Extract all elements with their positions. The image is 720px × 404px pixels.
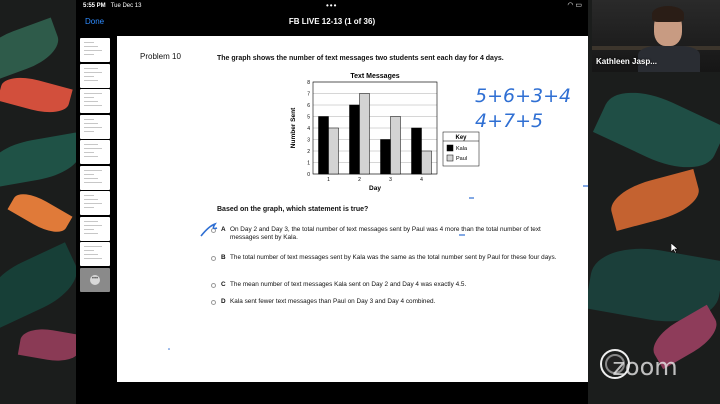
page-thumbnail[interactable] — [80, 166, 110, 190]
legend-swatch-paul — [447, 155, 453, 161]
more-icon[interactable]: ••• — [90, 275, 100, 285]
bar-kala — [350, 105, 360, 174]
x-tick-label: 1 — [327, 177, 330, 183]
zoom-logo-text: zoom — [612, 353, 678, 381]
participant-name: Kathleen Jasp... — [596, 57, 657, 66]
wifi-icon: ◠ ▭ — [567, 2, 582, 9]
page-thumbnail[interactable] — [80, 268, 110, 292]
page-thumbnail[interactable] — [80, 38, 110, 62]
option-a-text: On Day 2 and Day 3, the total number of text messages sent by Paul was 4 more than the total number of text messages sent by Kala. — [230, 226, 541, 242]
option-c[interactable] — [211, 281, 571, 289]
webcam-video — [592, 0, 720, 72]
ink-dot — [168, 348, 170, 350]
bar-paul — [360, 94, 370, 175]
problem-label: Problem 10 — [140, 52, 181, 61]
page-thumbnail[interactable] — [80, 191, 110, 215]
option-d-text: Kala sent fewer text messages than Paul on Day 3 and Day 4 combined. — [230, 298, 436, 305]
y-tick-label: 6 — [307, 103, 310, 109]
x-axis-label: Day — [369, 185, 381, 192]
y-axis-label: Number Sent — [290, 107, 297, 149]
page-thumbnail[interactable] — [80, 64, 110, 88]
prompt-text: Based on the graph, which statement is true? — [217, 206, 369, 213]
page-thumbnail[interactable] — [80, 115, 110, 139]
zoom-logo — [575, 348, 715, 384]
option-d-letter: D — [221, 298, 226, 305]
bar-kala — [319, 117, 329, 175]
done-button[interactable]: Done — [85, 17, 105, 26]
y-tick-label: 0 — [307, 172, 310, 178]
mouse-cursor-icon — [671, 243, 679, 253]
option-b-text: The total number of text messages sent by Kala was the same as the total number sent by Paul for these four days. — [230, 254, 557, 261]
status-time: 5:55 PM — [83, 2, 106, 9]
bar-paul — [329, 128, 339, 174]
page-thumbnails — [80, 38, 110, 293]
option-a-letter: A — [221, 226, 226, 233]
page-thumbnail[interactable] — [80, 140, 110, 164]
option-d[interactable] — [211, 298, 571, 306]
option-d-radio[interactable] — [211, 300, 216, 305]
legend-swatch-kala — [447, 145, 453, 151]
status-bar — [76, 0, 588, 11]
option-b[interactable] — [211, 254, 571, 262]
legend-label-paul: Paul — [456, 156, 468, 162]
bar-paul — [391, 117, 401, 175]
option-a[interactable] — [211, 226, 571, 242]
page-thumbnail[interactable] — [80, 242, 110, 266]
worksheet-page — [117, 36, 588, 382]
handwriting-line-1: 5+6+3+4 — [475, 85, 572, 107]
x-tick-label: 4 — [420, 177, 423, 183]
option-c-letter: C — [221, 281, 226, 288]
y-tick-label: 8 — [307, 80, 310, 86]
option-c-text: The mean number of text messages Kala sent on Day 2 and Day 4 was exactly 4.5. — [230, 281, 467, 288]
legend-label-kala: Kala — [456, 146, 468, 152]
x-tick-label: 2 — [358, 177, 361, 183]
document-title: FB LIVE 12-13 (1 of 36) — [288, 17, 376, 26]
chart-title: Text Messages — [350, 73, 400, 80]
y-tick-label: 2 — [307, 149, 310, 155]
ipad-screen-share — [76, 0, 588, 404]
y-tick-label: 7 — [307, 91, 310, 98]
legend-title: Key — [455, 135, 467, 141]
ellipsis-icon[interactable]: ••• — [326, 1, 338, 10]
handwriting-line-2: 4+7+5 — [475, 110, 544, 132]
bar-kala — [412, 128, 422, 174]
bar-paul — [422, 151, 432, 174]
page-thumbnail[interactable] — [80, 217, 110, 241]
bar-chart — [285, 70, 485, 194]
option-b-letter: B — [221, 254, 226, 261]
option-a-radio[interactable] — [211, 228, 216, 233]
top-bar — [76, 12, 588, 34]
bar-kala — [381, 140, 391, 175]
status-date: Tue Dec 13 — [110, 2, 142, 9]
x-tick-label: 3 — [389, 177, 392, 183]
option-b-radio[interactable] — [211, 256, 216, 261]
page-thumbnail[interactable] — [80, 89, 110, 113]
option-c-radio[interactable] — [211, 283, 216, 288]
y-tick-label: 5 — [307, 114, 310, 121]
y-tick-label: 1 — [307, 160, 310, 167]
y-tick-label: 3 — [307, 137, 310, 144]
question-text: The graph shows the number of text messages two students sent each day for 4 days. — [217, 55, 504, 62]
y-tick-label: 4 — [307, 126, 310, 132]
